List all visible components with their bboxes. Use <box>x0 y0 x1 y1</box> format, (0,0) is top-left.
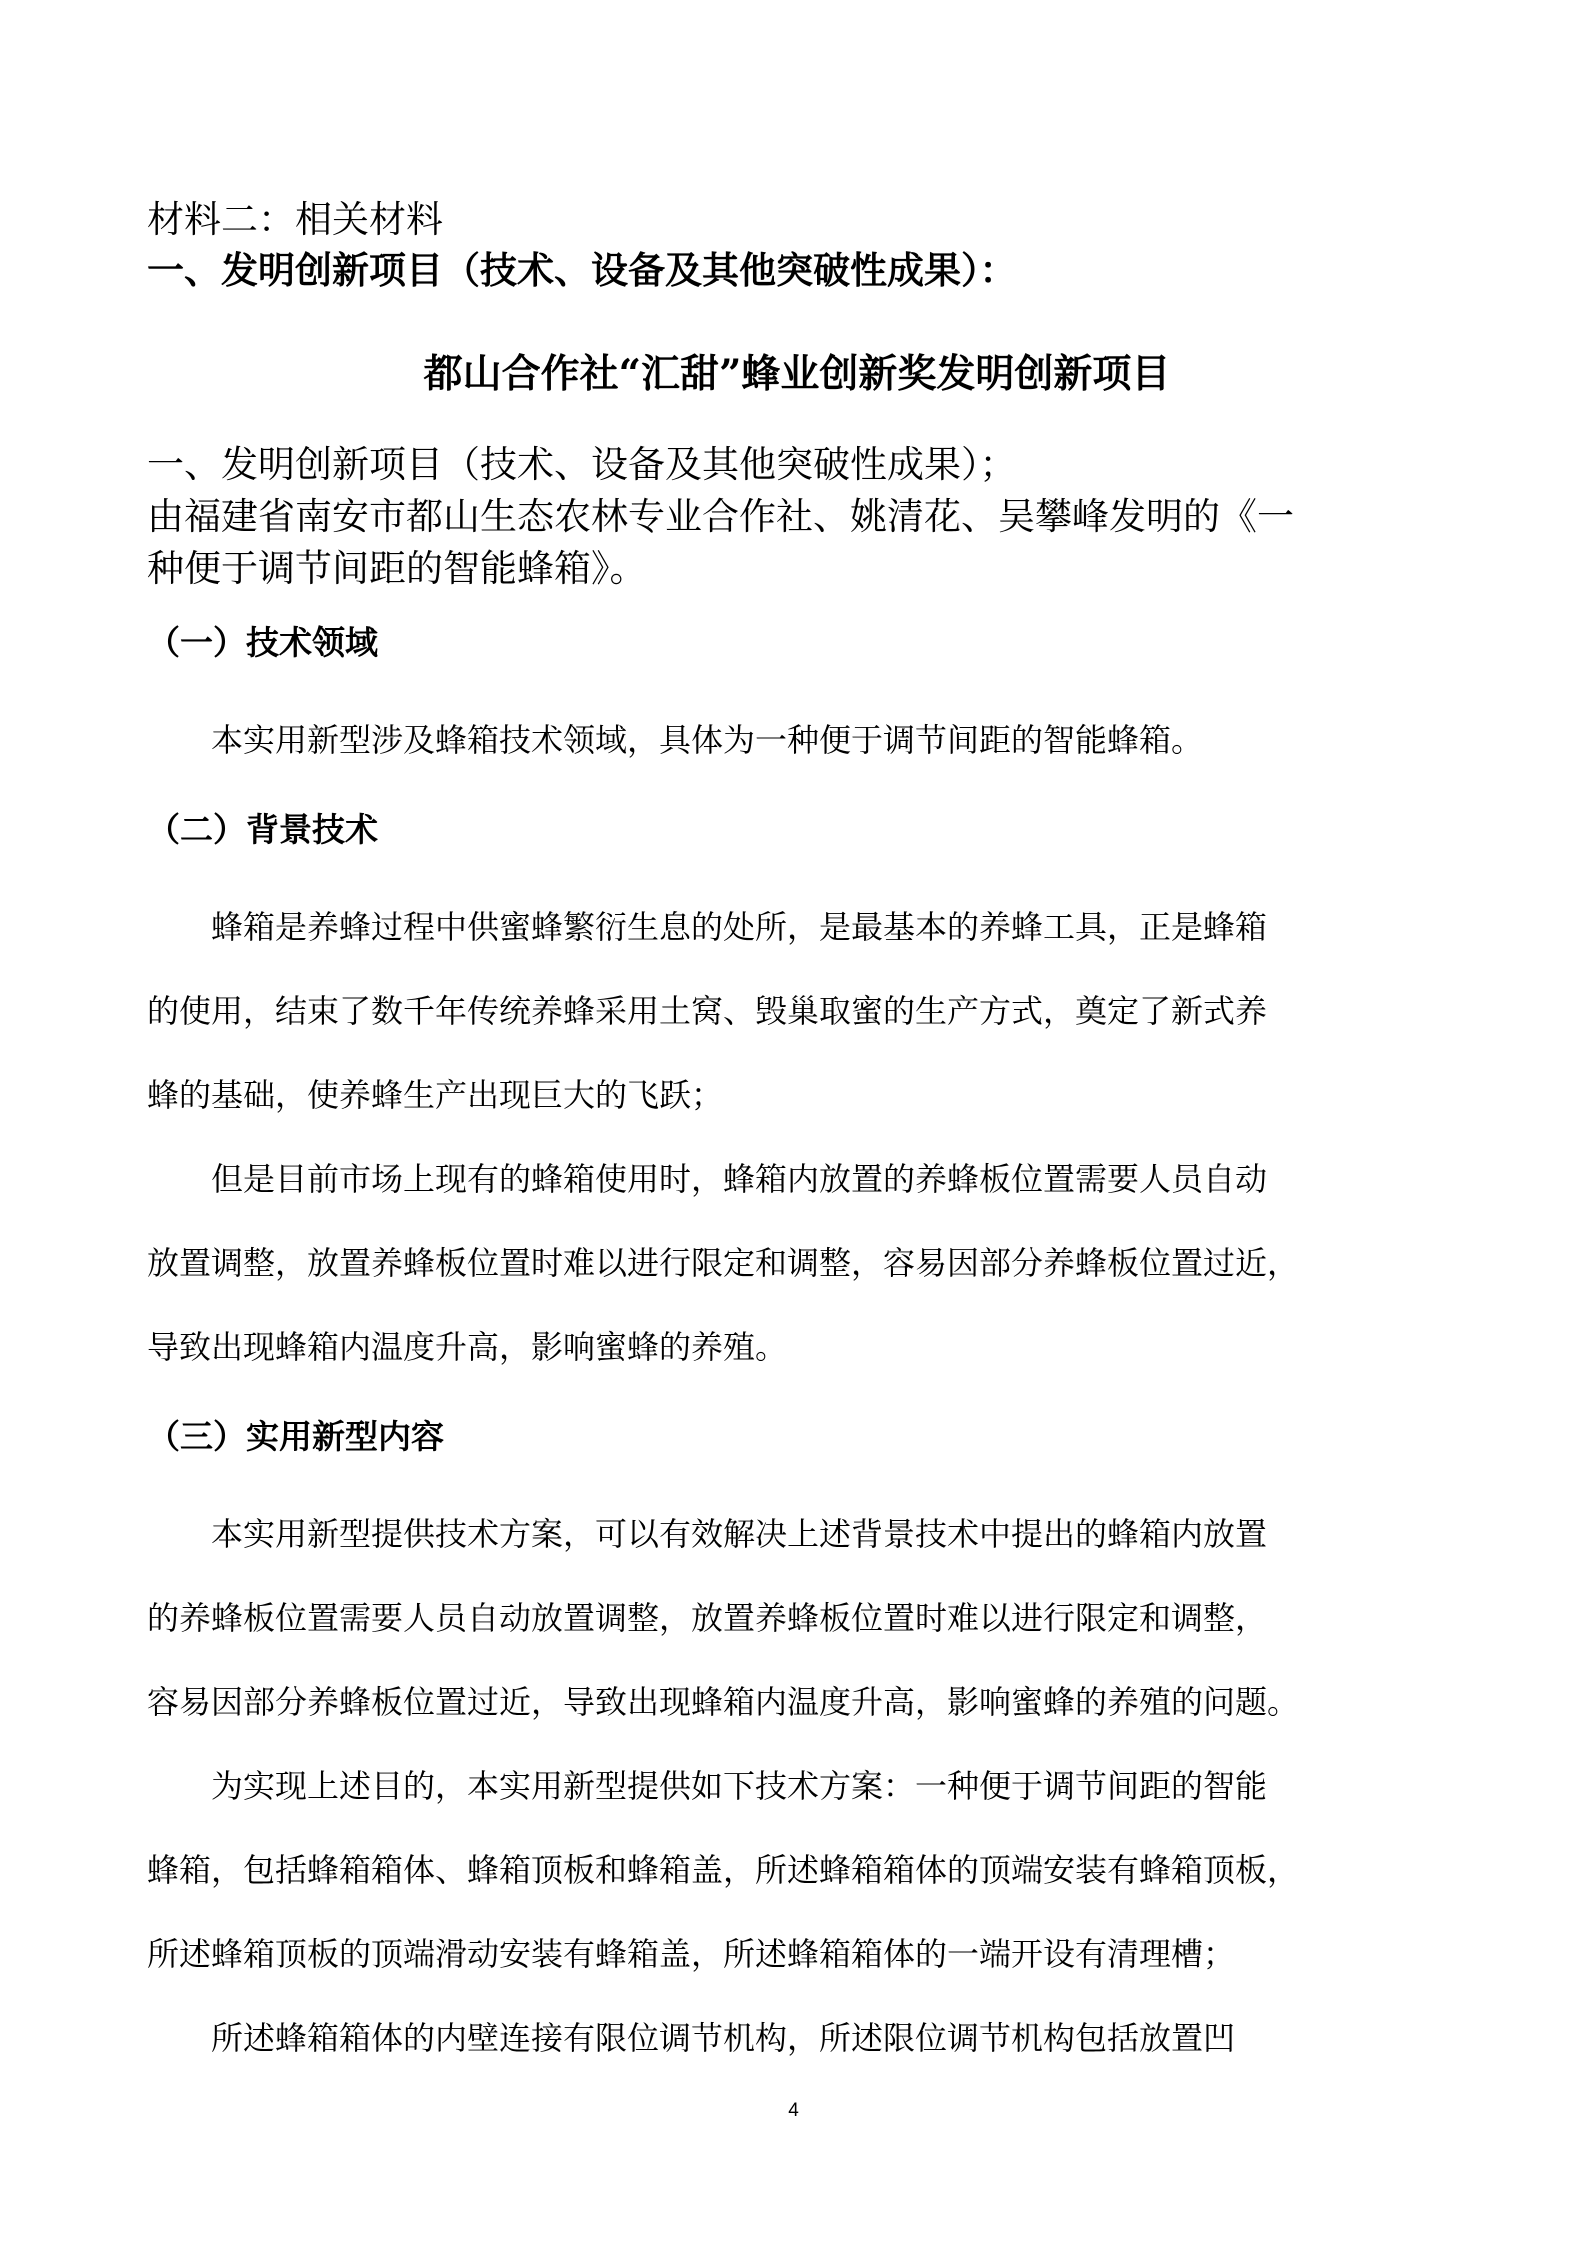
paragraph-line: 但是目前市场上现有的蜂箱使用时，蜂箱内放置的养蜂板位置需要人员自动 <box>211 1160 1268 1198</box>
paragraph-background-1 <box>147 885 1447 1137</box>
paragraph-line: 蜂箱，包括蜂箱箱体、蜂箱顶板和蜂箱盖，所述蜂箱箱体的顶端安装有蜂箱顶板， <box>147 1851 1300 1889</box>
material-label: 材料二：相关材料 <box>147 198 443 241</box>
paragraph-line: 的使用，结束了数千年传统养蜂采用土窝、毁巢取蜜的生产方式，奠定了新式养 <box>147 992 1268 1030</box>
paragraph-content-1 <box>147 1492 1447 1744</box>
paragraph-line: 本实用新型涉及蜂箱技术领域，具体为一种便于调节间距的智能蜂箱。 <box>211 721 1204 759</box>
paragraph-line: 容易因部分养蜂板位置过近，导致出现蜂箱内温度升高，影响蜜蜂的养殖的问题。 <box>147 1683 1300 1721</box>
paragraph-line: 蜂箱是养蜂过程中供蜜蜂繁衍生息的处所，是最基本的养蜂工具，正是蜂箱 <box>211 908 1268 946</box>
paragraph-line: 的养蜂板位置需要人员自动放置调整，放置养蜂板位置时难以进行限定和调整， <box>147 1599 1268 1637</box>
paragraph-line: 导致出现蜂箱内温度升高，影响蜜蜂的养殖。 <box>147 1328 788 1366</box>
document-body <box>147 195 1447 2080</box>
section-heading-utility-content: （三）实用新型内容 <box>147 1417 444 1456</box>
paragraph-line: 本实用新型提供技术方案，可以有效解决上述背景技术中提出的蜂箱内放置 <box>211 1515 1268 1553</box>
intro-line-1: 由福建省南安市都山生态农林专业合作社、姚清花、吴攀峰发明的《一 <box>147 495 1294 538</box>
section-heading-background: （二）背景技术 <box>147 810 378 849</box>
document-title: 都山合作社“汇甜”蜂业创新奖发明创新项目 <box>423 351 1171 397</box>
paragraph-line: 放置调整，放置养蜂板位置时难以进行限定和调整，容易因部分养蜂板位置过近， <box>147 1244 1300 1282</box>
section-heading-tech-field: （一）技术领域 <box>147 623 378 662</box>
intro-line-2: 种便于调节间距的智能蜂箱》。 <box>147 547 647 590</box>
paragraph-line: 所述蜂箱箱体的内壁连接有限位调节机构，所述限位调节机构包括放置凹 <box>211 2019 1236 2057</box>
intro-heading: 一、发明创新项目（技术、设备及其他突破性成果）； <box>147 443 1017 486</box>
paragraph-tech-field <box>147 698 1447 782</box>
paragraph-background-2 <box>147 1137 1447 1389</box>
paragraph-line: 为实现上述目的，本实用新型提供如下技术方案：一种便于调节间距的智能 <box>211 1767 1268 1805</box>
paragraph-line: 所述蜂箱顶板的顶端滑动安装有蜂箱盖，所述蜂箱箱体的一端开设有清理槽； <box>147 1935 1236 1973</box>
item-heading: 一、发明创新项目（技术、设备及其他突破性成果）： <box>147 248 1017 292</box>
paragraph-content-2 <box>147 1744 1447 1996</box>
page-number: 4 <box>788 2100 799 2121</box>
paragraph-line: 蜂的基础，使养蜂生产出现巨大的飞跃； <box>147 1076 724 1114</box>
paragraph-content-3 <box>147 1996 1447 2080</box>
